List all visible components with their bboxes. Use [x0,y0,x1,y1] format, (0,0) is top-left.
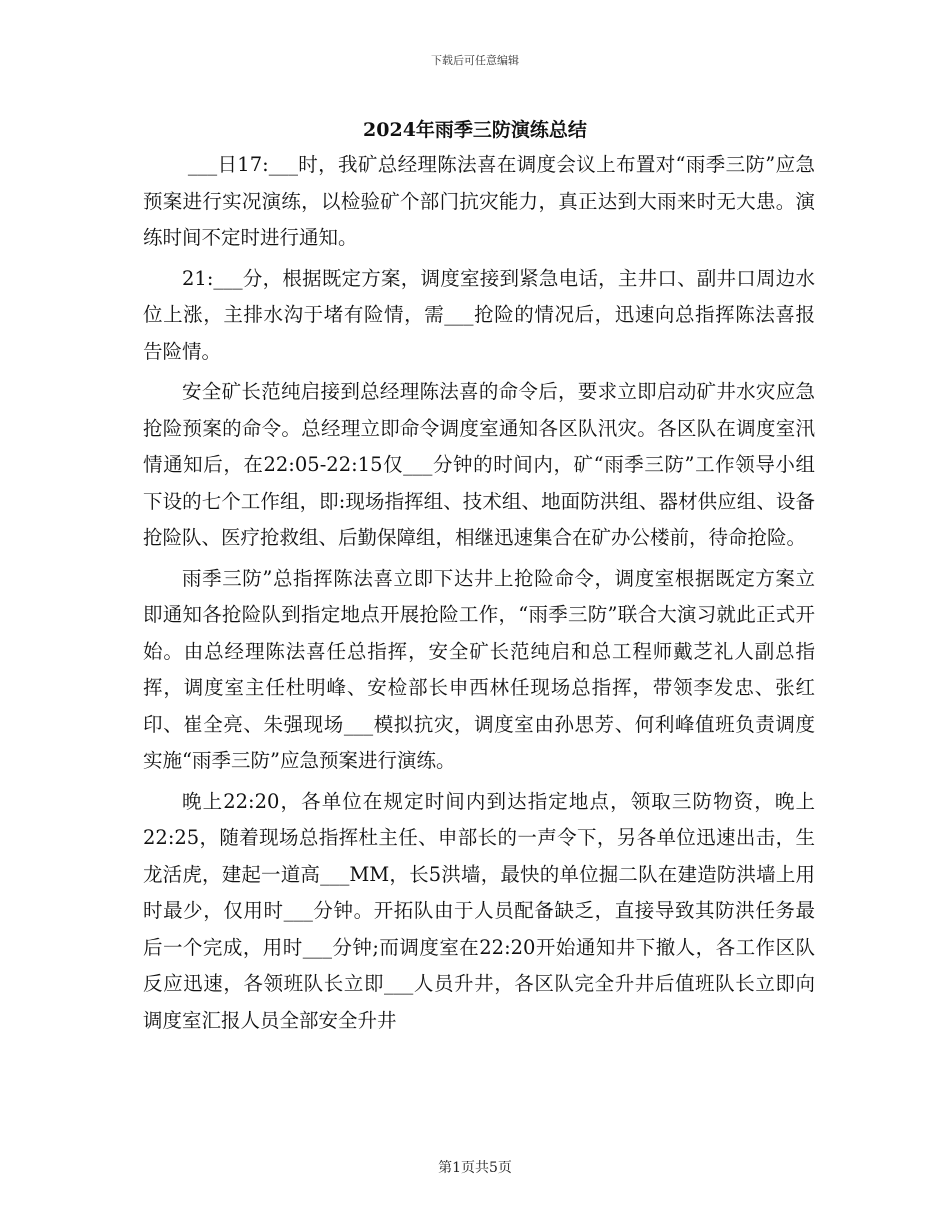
paragraph-2: 21:___分，根据既定方案，调度室接到紧急电话，主井口、副井口周边水位上涨，主排水沟于堵有险情，需___抢险的情况后，迅速向总指挥陈法喜报告险情。 [143,266,815,363]
paragraph-5: 晚上22:20，各单位在规定时间内到达指定地点，领取三防物资，晚上22:25，随着现场总指挥杜主任、申部长的一声令下，另各单位迅速出击，生龙活虎，建起一道高___MM，长5洪墙，最快的单位掘二队在建造防洪墙上用时最少，仅用时___分钟。开拓队由于人员配备缺乏，直接导致其防洪任务最后一个完成，用时___分钟;而调度室在22:20开始通知井下撤人，各工作区队反应迅速，各领班队长立即___人员升井，各区队完全升井后值班队长立即向调度室汇报人员全部安全升井 [143,789,815,1032]
paragraph-1: ___日17:___时，我矿总经理陈法喜在调度会议上布置对“雨季三防”应急预案进行实况演练，以检验矿个部门抗灾能力，真正达到大雨来时无大患。演练时间不定时进行通知。 [143,153,815,249]
document-title: 2024年雨季三防演练总结 [363,119,587,141]
paragraph-3: 安全矿长范纯启接到总经理陈法喜的命令后，要求立即启动矿井水灾应急抢险预案的命令。总经理立即命令调度室通知各区队汛灾。各区队在调度室汛情通知后，在22:05-22:15仅___分钟的时间内，矿“雨季三防”工作领导小组下设的七个工作组，即:现场指挥组、技术组、地面防洪组、器材供应组、设备抢险队、医疗抢救组、后勤保障组，相继迅速集合在矿办公楼前，待命抢险。 [143,380,815,549]
paragraph-4: 雨季三防”总指挥陈法喜立即下达井上抢险命令，调度室根据既定方案立即通知各抢险队到指定地点开展抢险工作，“雨季三防”联合大演习就此正式开始。由总经理陈法喜任总指挥，安全矿长范纯启和总工程师戴芝礼人副总指挥，调度室主任杜明峰、安检部长申西林任现场总指挥，带领李发忠、张红印、崔全亮、朱强现场___模拟抗灾，调度室由孙思芳、何利峰值班负责调度实施“雨季三防”应急预案进行演练。 [143,566,815,772]
document-body [143,147,815,1043]
page-number-footer: 第1页共5页 [438,1160,512,1176]
page-header-note: 下载后可任意编辑 [431,54,519,67]
